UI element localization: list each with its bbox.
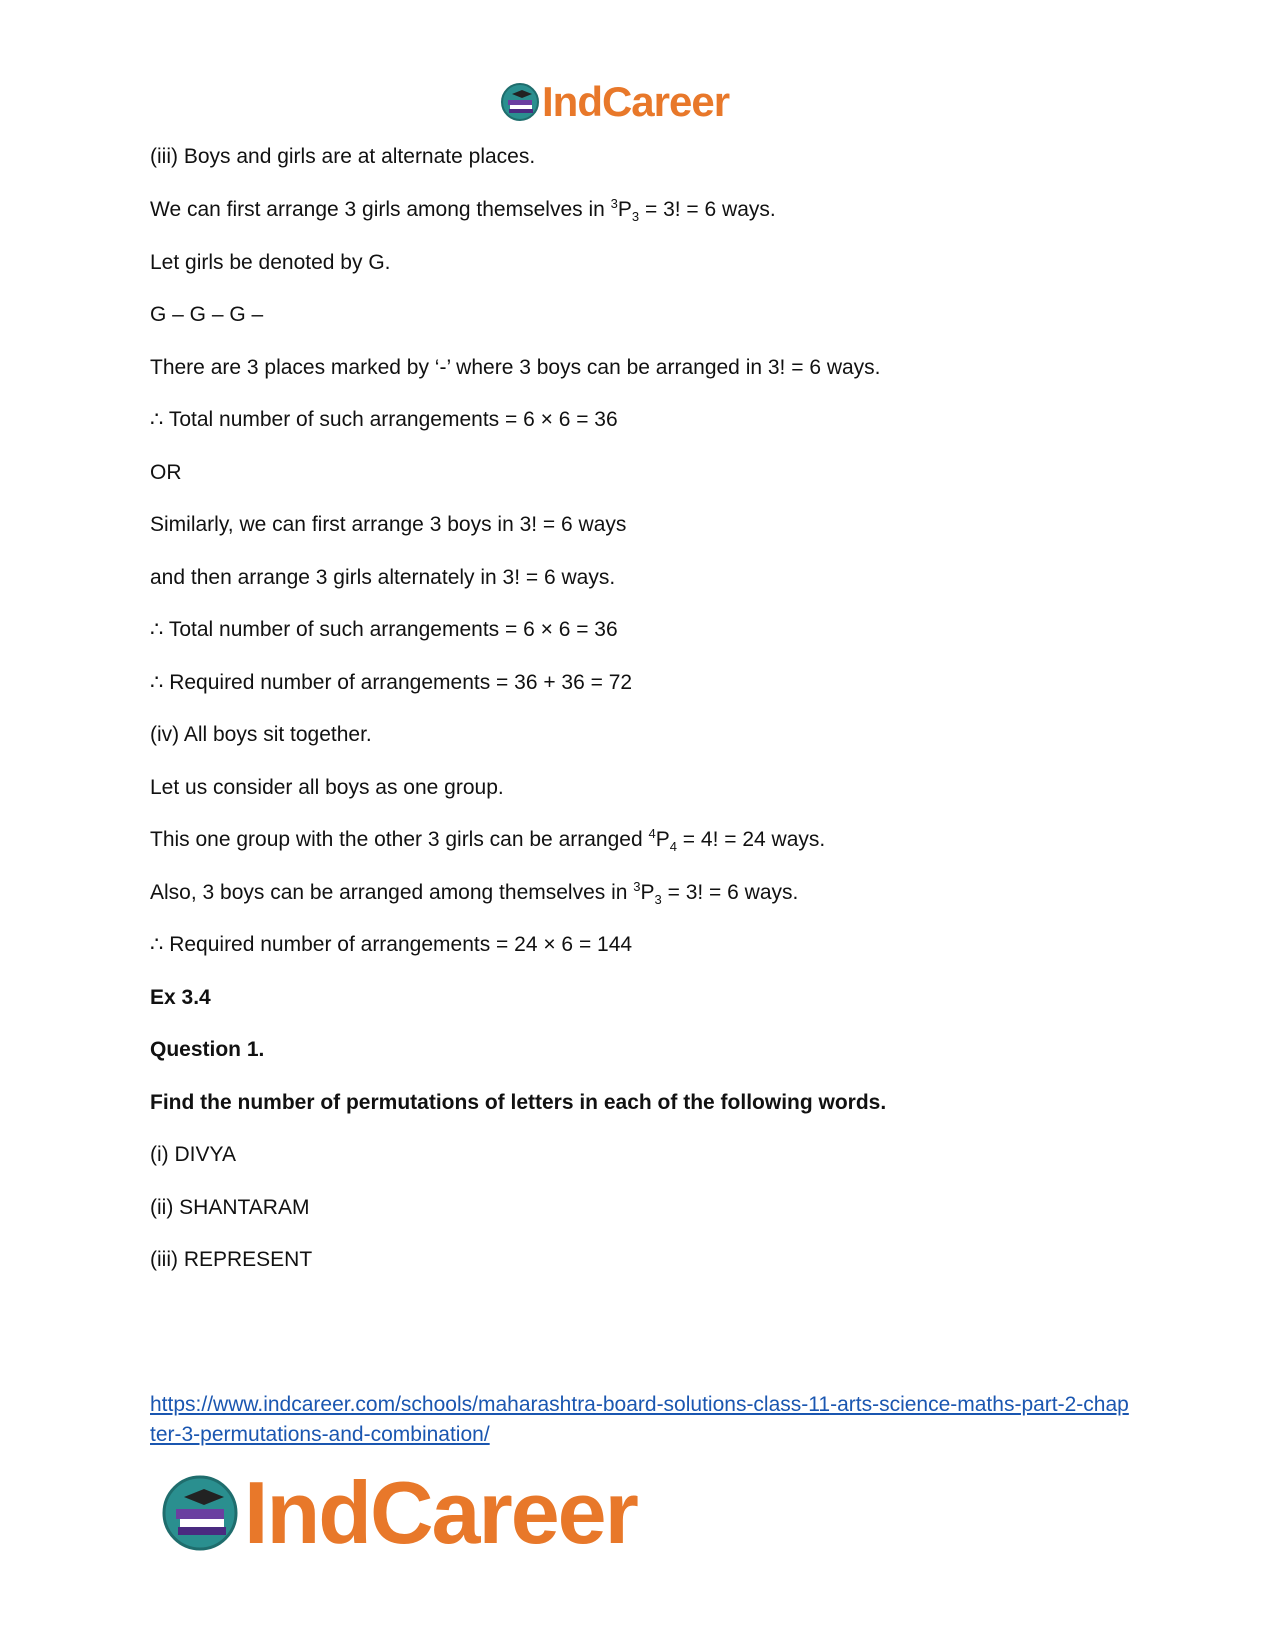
text-line: (iii) REPRESENT (150, 1248, 313, 1271)
text-line: Let us consider all boys as one group. (150, 776, 504, 799)
globe-book-icon (160, 1473, 240, 1553)
permutation-symbol: P (640, 881, 655, 904)
text-line: ∴ Total number of such arrangements = 6 × 6 = 36 (150, 618, 618, 641)
permutation-symbol: P (655, 828, 670, 851)
text-line: ∴ Required number of arrangements = 24 × 6 = 144 (150, 933, 633, 956)
question-heading: Question 1. (150, 1038, 265, 1061)
text-segment: = 3! = 6 ways. (639, 198, 776, 221)
text-line: (iv) All boys sit together. (150, 723, 372, 746)
text-line: (ii) SHANTARAM (150, 1196, 310, 1219)
header-logo (500, 78, 729, 126)
globe-book-icon (500, 82, 540, 122)
superscript: 3 (610, 196, 618, 211)
text-line: ∴ Total number of such arrangements = 6 × 6 = 36 (150, 408, 618, 431)
text-line: G – G – G – (150, 303, 264, 326)
text-segment: We can first arrange 3 girls among themselves in (150, 198, 611, 221)
subscript: 4 (669, 839, 677, 855)
text-line-with-permutation (150, 827, 825, 853)
text-line: ∴ Required number of arrangements = 36 + 36 = 72 (150, 671, 633, 694)
permutation-symbol: P (617, 198, 632, 221)
source-link[interactable]: https://www.indcareer.com/schools/maharashtra-board-solutions-class-11-arts-science-maths-part-2-chapter-3-permutations-and-combination/ (150, 1393, 1129, 1446)
text-line: Let girls be denoted by G. (150, 251, 391, 274)
superscript: 4 (648, 826, 656, 841)
text-line: OR (150, 461, 182, 484)
text-line: and then arrange 3 girls alternately in 3! = 6 ways. (150, 566, 616, 589)
text-line-with-permutation (150, 197, 776, 223)
subscript: 3 (654, 892, 662, 908)
brand-name: IndCareer (542, 78, 730, 125)
exercise-heading: Ex 3.4 (150, 986, 211, 1009)
text-segment: This one group with the other 3 girls can be arranged (150, 828, 649, 851)
text-line-with-permutation (150, 880, 798, 906)
brand-name: IndCareer (244, 1463, 637, 1562)
text-segment: Also, 3 boys can be arranged among themselves in (150, 881, 634, 904)
footer-logo (160, 1462, 637, 1564)
text-line: Similarly, we can first arrange 3 boys in 3! = 6 ways (150, 513, 627, 536)
superscript: 3 (633, 879, 641, 894)
question-text: Find the number of permutations of letters in each of the following words. (150, 1091, 887, 1114)
subscript: 3 (631, 209, 640, 225)
text-line: (i) DIVYA (150, 1143, 236, 1166)
text-line: There are 3 places marked by ‘-’ where 3 boys can be arranged in 3! = 6 ways. (150, 356, 881, 379)
text-segment: = 3! = 6 ways. (661, 881, 799, 904)
text-segment: = 4! = 24 ways. (676, 828, 826, 851)
text-line: (iii) Boys and girls are at alternate places. (150, 145, 536, 168)
